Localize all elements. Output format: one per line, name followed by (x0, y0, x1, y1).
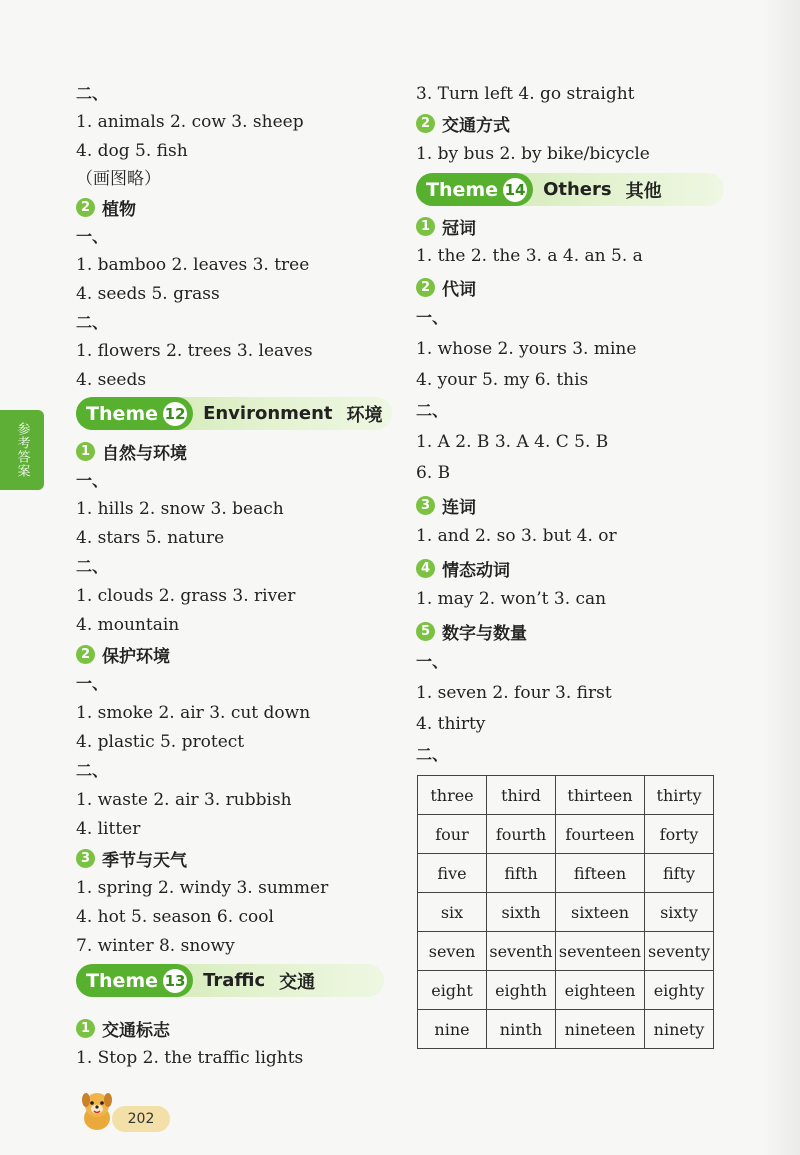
section-title: 数字与数量 (442, 623, 527, 644)
theme-chinese-title: 交通 (279, 971, 316, 993)
answer-line: 二、 (76, 84, 109, 103)
answer-line: 一、 (416, 652, 449, 671)
theme-pill (416, 173, 533, 206)
table-cell: sixteen (556, 893, 645, 932)
table-cell: fourteen (556, 815, 645, 854)
table-cell: nine (418, 1010, 487, 1049)
answer-line: 1. and 2. so 3. but 4. or (416, 526, 617, 546)
answer-line: 3. Turn left 4. go straight (416, 84, 635, 104)
answer-line: 二、 (76, 761, 109, 780)
table-row (418, 1010, 714, 1049)
table-cell: third (487, 776, 556, 815)
table-cell: sixth (487, 893, 556, 932)
theme-pill (76, 397, 193, 430)
table-cell: five (418, 854, 487, 893)
theme-chinese-title: 环境 (346, 404, 383, 426)
section-heading (416, 111, 510, 135)
answer-line: 1. flowers 2. trees 3. leaves (76, 341, 313, 361)
section-title: 季节与天气 (102, 850, 187, 871)
side-tab-answers: 参考答案 (0, 410, 44, 490)
answer-line: 1. hills 2. snow 3. beach (76, 499, 284, 519)
section-title: 情态动词 (442, 560, 510, 581)
section-number-icon: 5 (416, 622, 435, 641)
theme-number-icon: 14 (503, 178, 527, 202)
table-cell: eighteen (556, 971, 645, 1010)
page-number: 202 (112, 1106, 170, 1132)
section-heading (416, 493, 476, 517)
section-heading (76, 439, 187, 463)
section-heading (76, 846, 187, 870)
theme-label: Theme (86, 402, 159, 425)
table-cell: sixty (645, 893, 714, 932)
answer-line: 4. hot 5. season 6. cool (76, 907, 274, 927)
table-cell: fifty (645, 854, 714, 893)
table-cell: six (418, 893, 487, 932)
section-number-icon: 3 (416, 496, 435, 515)
theme-number-icon: 13 (163, 969, 187, 993)
answer-line: 1. A 2. B 3. A 4. C 5. B (416, 432, 609, 452)
theme-english-title: Others (543, 179, 612, 200)
answer-line: 一、 (76, 471, 109, 490)
section-heading (76, 1016, 170, 1040)
answer-line: 1. may 2. won’t 3. can (416, 589, 607, 609)
answer-line: 一、 (76, 227, 109, 246)
answer-line: 4. seeds (76, 370, 147, 390)
theme-number-icon: 12 (163, 402, 187, 426)
answer-line: 二、 (416, 401, 449, 420)
answer-line: 1. spring 2. windy 3. summer (76, 878, 329, 898)
answer-line: 二、 (76, 313, 109, 332)
section-number-icon: 1 (76, 442, 95, 461)
answer-line: 1. animals 2. cow 3. sheep (76, 112, 304, 132)
answer-line: 4. thirty (416, 714, 486, 734)
section-heading (416, 556, 510, 580)
answer-line: 1. the 2. the 3. a 4. an 5. a (416, 246, 643, 266)
table-row (418, 854, 714, 893)
answer-line: 1. clouds 2. grass 3. river (76, 586, 296, 606)
table-cell: four (418, 815, 487, 854)
theme-banner (76, 397, 392, 430)
table-cell: fifteen (556, 854, 645, 893)
table-cell: seventh (487, 932, 556, 971)
theme-english-title: Environment (203, 403, 333, 424)
table-cell: eighth (487, 971, 556, 1010)
answer-line: 1. waste 2. air 3. rubbish (76, 790, 292, 810)
table-cell: ninth (487, 1010, 556, 1049)
section-number-icon: 2 (76, 645, 95, 664)
section-number-icon: 2 (416, 278, 435, 297)
section-title: 冠词 (442, 218, 476, 239)
table-cell: fifth (487, 854, 556, 893)
section-number-icon: 2 (76, 198, 95, 217)
table-cell: ninety (645, 1010, 714, 1049)
answer-line: 4. plastic 5. protect (76, 732, 245, 752)
numbers-table (417, 775, 714, 1049)
theme-chinese-title: 其他 (625, 180, 662, 202)
section-number-icon: 1 (76, 1019, 95, 1038)
page-spine-shadow (760, 0, 800, 1155)
section-number-icon: 3 (76, 849, 95, 868)
table-cell: fourth (487, 815, 556, 854)
section-title: 交通标志 (102, 1020, 170, 1041)
section-number-icon: 1 (416, 217, 435, 236)
table-row (418, 776, 714, 815)
section-heading (416, 619, 527, 643)
theme-label: Theme (426, 178, 499, 201)
answer-line: 二、 (416, 745, 449, 764)
table-cell: eighty (645, 971, 714, 1010)
table-cell: seventy (645, 932, 714, 971)
section-title: 代词 (442, 279, 476, 300)
table-cell: thirteen (556, 776, 645, 815)
answer-line: 1. seven 2. four 3. first (416, 683, 612, 703)
table-row (418, 893, 714, 932)
answer-line: 4. dog 5. fish (76, 141, 188, 161)
theme-english-title: Traffic (203, 970, 266, 991)
section-heading (416, 275, 476, 299)
answer-line: 1. Stop 2. the traffic lights (76, 1048, 304, 1068)
answer-line: 4. stars 5. nature (76, 528, 225, 548)
section-heading (76, 195, 136, 219)
answer-line: 一、 (76, 674, 109, 693)
theme-pill (76, 964, 193, 997)
table-cell: forty (645, 815, 714, 854)
answer-line: 4. seeds 5. grass (76, 284, 220, 304)
table-cell: thirty (645, 776, 714, 815)
section-title: 连词 (442, 497, 476, 518)
answer-line: 7. winter 8. snowy (76, 936, 235, 956)
answer-line: 1. bamboo 2. leaves 3. tree (76, 255, 310, 275)
section-title: 植物 (102, 199, 136, 220)
section-title: 保护环境 (102, 646, 170, 667)
table-row (418, 932, 714, 971)
table-cell: seventeen (556, 932, 645, 971)
answer-line: 4. mountain (76, 615, 180, 635)
section-title: 自然与环境 (102, 443, 187, 464)
answer-line: 二、 (76, 557, 109, 576)
section-title: 交通方式 (442, 115, 510, 136)
answer-line: 1. whose 2. yours 3. mine (416, 339, 637, 359)
table-cell: three (418, 776, 487, 815)
answer-line: 6. B (416, 463, 451, 483)
answer-line: （画图略） (76, 169, 161, 189)
table-cell: eight (418, 971, 487, 1010)
section-number-icon: 4 (416, 559, 435, 578)
answer-line: 一、 (416, 308, 449, 327)
theme-banner (76, 964, 384, 997)
table-cell: nineteen (556, 1010, 645, 1049)
table-row (418, 815, 714, 854)
section-number-icon: 2 (416, 114, 435, 133)
section-heading (76, 642, 170, 666)
answer-line: 1. smoke 2. air 3. cut down (76, 703, 311, 723)
answer-line: 1. by bus 2. by bike/bicycle (416, 144, 650, 164)
section-heading (416, 214, 476, 238)
theme-banner (416, 173, 724, 206)
theme-label: Theme (86, 969, 159, 992)
answer-line: 4. litter (76, 819, 141, 839)
table-cell: seven (418, 932, 487, 971)
table-row (418, 971, 714, 1010)
answer-line: 4. your 5. my 6. this (416, 370, 589, 390)
